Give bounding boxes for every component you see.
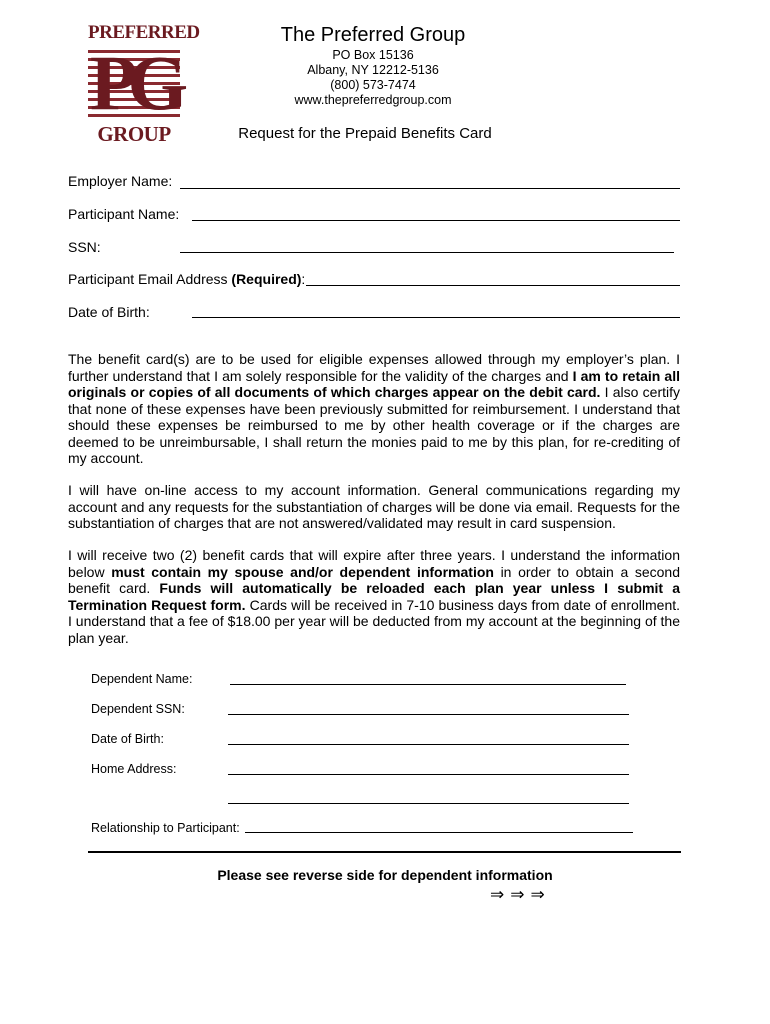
home-address-field-line-2[interactable] <box>228 803 629 804</box>
employer-name-label: Employer Name: <box>68 173 173 189</box>
ssn-label: SSN: <box>68 239 101 255</box>
ssn-field[interactable] <box>180 252 674 253</box>
address-website: www.thepreferredgroup.com <box>294 93 452 107</box>
p1-text-a: The benefit card(s) are to be used for eligible expenses allowed through my employer’s plan. I further understand that I am solely responsible for the validity of the charges and <box>68 351 680 384</box>
email-field[interactable] <box>306 285 680 286</box>
address-po-box: PO Box 15136 <box>332 48 414 62</box>
reverse-side-note: Please see reverse side for dependent information <box>217 867 553 883</box>
logo-monogram-block <box>88 39 180 126</box>
dependent-dob-field[interactable] <box>228 744 629 745</box>
p1-bold-retain: I am to retain all originals or copies of all documents of which charges appear on the debit card. <box>68 367 680 400</box>
agreement-paragraph-2: I will have on-line access to my account information. General communications regarding my account and any requests for the substantiation of charges will be done via email. Requests for the substantiation of charges that are not answered/validated may result in card suspension. <box>68 482 680 531</box>
p3-text-e: Cards will be received in 7-10 business days from date of enrollment. I understand that a fee of $18.00 per year will be deducted from my account at the beginning of the plan year. <box>68 596 681 646</box>
company-logo <box>88 22 200 148</box>
dob-field[interactable] <box>192 317 680 318</box>
dob-label: Date of Birth: <box>68 304 150 320</box>
p3-bold-reload: Funds will automatically be reloaded each plan year unless I submit a Termination Request form. <box>68 580 680 613</box>
home-address-field-line-1[interactable] <box>228 774 629 775</box>
right-arrows-icon: ⇒⇒⇒ <box>490 885 551 904</box>
dependent-ssn-field[interactable] <box>228 714 629 715</box>
participant-name-label: Participant Name: <box>68 206 180 222</box>
email-label-text: Participant Email Address <box>68 271 232 287</box>
relationship-field[interactable] <box>245 832 633 833</box>
agreement-paragraph-1 <box>68 351 680 467</box>
logo-top-text: PREFERRED <box>88 22 200 43</box>
participant-name-field[interactable] <box>192 220 680 221</box>
p1-text-c: I also certify that none of these expenses have been previously submitted for reimbursement. I understand that should these expenses be reimbursed to me by other health coverage or if the charges are deemed to be unreimbursable, I shall return the monies paid to me by this plan, for re-crediting of my account. <box>68 384 680 466</box>
address-city: Albany, NY 12212-5136 <box>307 63 439 77</box>
form-title: Request for the Prepaid Benefits Card <box>238 125 492 142</box>
relationship-label: Relationship to Participant: <box>91 821 240 835</box>
agreement-paragraph-3 <box>68 547 680 646</box>
company-name: The Preferred Group <box>280 24 466 46</box>
dependent-ssn-label: Dependent SSN: <box>91 702 185 716</box>
email-required-text: (Required) <box>231 271 302 287</box>
logo-bottom-text: GROUP <box>97 122 171 146</box>
dependent-name-label: Dependent Name: <box>91 672 193 686</box>
p3-text-a: I will receive two (2) benefit cards that will expire after three years. I understand the information below <box>68 547 680 580</box>
address-phone: (800) 573-7474 <box>330 78 416 92</box>
email-label <box>68 270 305 288</box>
logo-monogram: PG <box>89 39 179 126</box>
dependent-name-field[interactable] <box>230 684 626 685</box>
home-address-label: Home Address: <box>91 762 177 776</box>
p3-bold-dependent: must contain my spouse and/or dependent information <box>111 563 494 580</box>
employer-name-field[interactable] <box>180 188 680 189</box>
dependent-dob-label: Date of Birth: <box>91 732 164 746</box>
section-divider <box>88 851 681 853</box>
p3-text-c: in order to obtain a second benefit card. <box>68 563 680 596</box>
email-colon: : <box>301 271 306 287</box>
